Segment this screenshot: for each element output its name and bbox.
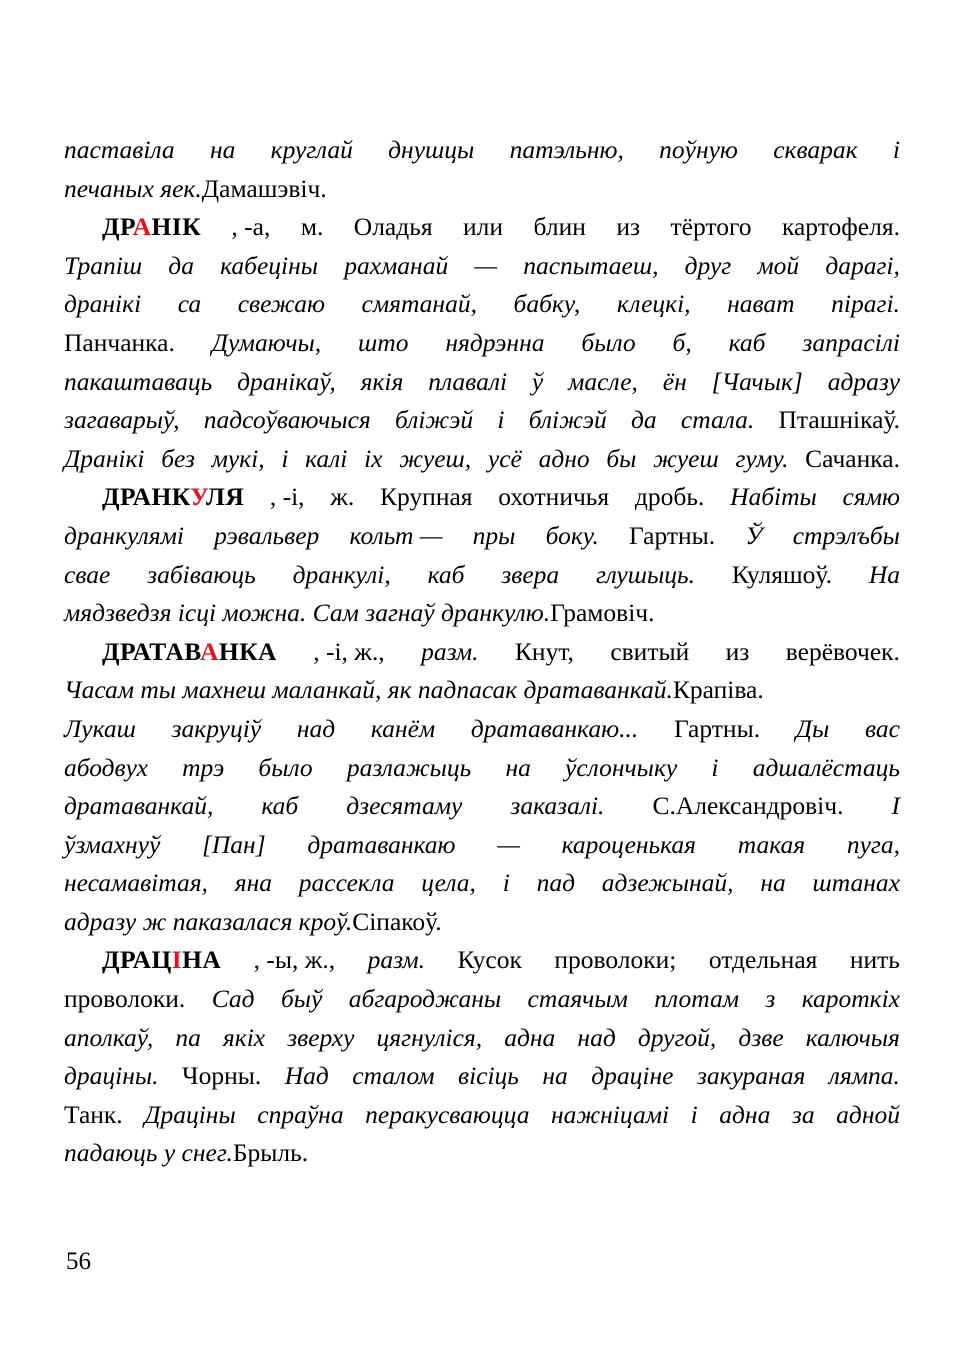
quotation-text: нядрэнна bbox=[445, 327, 545, 357]
stressed-letter: А bbox=[200, 636, 219, 666]
quotation-text: разлажыць bbox=[346, 752, 472, 782]
headword-letter: І bbox=[171, 212, 183, 242]
headword bbox=[102, 208, 201, 247]
quotation-text: абгароджаны bbox=[348, 984, 502, 1014]
text-line bbox=[64, 941, 900, 980]
text-line bbox=[64, 440, 900, 479]
quotation-text: мой bbox=[757, 250, 800, 280]
headword-letter: А bbox=[132, 636, 150, 666]
quotation-text: каб bbox=[728, 327, 766, 357]
quotation-text: дарагі, bbox=[825, 250, 900, 280]
text-line bbox=[64, 633, 900, 672]
headword-letter: К bbox=[171, 482, 191, 512]
quotation-text: спраўна bbox=[257, 1099, 344, 1129]
quotation-text: быў bbox=[280, 984, 323, 1014]
quotation-text: ўзмахнуў bbox=[64, 829, 161, 859]
quotation-text: мядзведзя ісці можна. Сам загнаў дранкулю. bbox=[64, 598, 551, 628]
definition-text: Гартны. bbox=[673, 713, 761, 743]
definition-text: Оладья bbox=[353, 212, 433, 242]
stressed-letter: У bbox=[190, 482, 206, 512]
quotation-text: па bbox=[175, 1022, 201, 1052]
quotation-text: Набіты bbox=[730, 482, 817, 512]
text-line bbox=[64, 826, 900, 865]
definition-text: тёртого bbox=[670, 212, 752, 242]
text-line bbox=[64, 131, 900, 170]
quotation-text: звера bbox=[501, 559, 560, 589]
quotation-text: з bbox=[765, 984, 776, 1014]
quotation-text: Драціны bbox=[144, 1099, 236, 1129]
quotation-text: дзве bbox=[738, 1022, 784, 1052]
quotation-text: несамавітая, bbox=[64, 868, 208, 898]
definition-text: дробь. bbox=[634, 482, 705, 512]
definition-text: охотничья bbox=[498, 482, 610, 512]
quotation-text: драціне bbox=[591, 1061, 674, 1091]
definition-text: , -і, bbox=[269, 482, 305, 512]
quotation-text: ўслончыку bbox=[565, 752, 678, 782]
quotation-text: Ды bbox=[795, 713, 830, 743]
text-line bbox=[64, 980, 900, 1019]
quotation-text: і bbox=[502, 868, 510, 898]
quotation-text: зверху bbox=[287, 1022, 355, 1052]
headword-letter: А bbox=[132, 945, 152, 975]
quotation-text: без bbox=[161, 443, 195, 473]
quotation-text: стрэлъбы bbox=[792, 520, 900, 550]
definition-text: отдельная bbox=[708, 945, 818, 975]
quotation-text: сталом bbox=[352, 1061, 435, 1091]
definition-text: картофеля. bbox=[781, 212, 900, 242]
quotation-text: Трапіш bbox=[64, 250, 143, 280]
headword bbox=[102, 478, 244, 517]
quotation-text: кароценькая bbox=[561, 829, 697, 859]
text-line bbox=[64, 478, 900, 517]
quotation-text: дранікі bbox=[64, 289, 142, 319]
text-line bbox=[64, 671, 900, 710]
definition-text: ж. bbox=[330, 482, 355, 512]
text-line bbox=[64, 1057, 900, 1096]
quotation-text: над bbox=[577, 1022, 616, 1052]
quotation-text: адшалёстаць bbox=[752, 752, 900, 782]
headword-letter: Д bbox=[102, 212, 120, 242]
quotation-text: Над bbox=[284, 1061, 329, 1091]
definition-text: из bbox=[616, 212, 641, 242]
headword-letter: А bbox=[132, 482, 152, 512]
definition-text: Кнут, bbox=[514, 636, 574, 666]
headword-letter: Н bbox=[182, 945, 203, 975]
headword-letter: Н bbox=[218, 636, 240, 666]
quotation-text: канём bbox=[370, 713, 436, 743]
quotation-text: І bbox=[891, 791, 900, 821]
quotation-text: ён bbox=[662, 366, 687, 396]
quotation-text: калі bbox=[305, 443, 348, 473]
quotation-text: поўную bbox=[659, 135, 738, 164]
quotation-text: каб bbox=[261, 791, 299, 821]
quotation-text: круглай bbox=[270, 135, 353, 164]
definition-text: Куляшоў. bbox=[731, 559, 832, 589]
quotation-text: на bbox=[209, 135, 236, 164]
headword-letter: Л bbox=[205, 482, 226, 512]
quotation-text: драціны. bbox=[64, 1061, 159, 1091]
text-line bbox=[64, 1019, 900, 1058]
headword-letter: Н bbox=[151, 482, 172, 512]
headword-letter: А bbox=[165, 636, 185, 666]
definition-text: Танк. bbox=[64, 1099, 123, 1129]
quotation-text: трэ bbox=[182, 752, 225, 782]
definition-text: Сіпакоў. bbox=[352, 906, 442, 936]
definition-text: Сачанка. bbox=[805, 443, 900, 473]
definition-text: Грамовіч. bbox=[550, 598, 655, 628]
quotation-text: якіх bbox=[222, 1022, 266, 1052]
headword-letter: А bbox=[202, 945, 222, 975]
quotation-text: [Чачык] bbox=[711, 366, 803, 396]
quotation-text: і bbox=[892, 135, 900, 164]
headword-letter: А bbox=[258, 636, 277, 666]
quotation-text: Часам ты махнеш маланкай, як падпасак дратаванкай. bbox=[64, 675, 673, 705]
quotation-text: дратаванкаю... bbox=[470, 713, 639, 743]
text-line bbox=[64, 170, 900, 209]
headword-letter: Т bbox=[149, 636, 166, 666]
text-column bbox=[64, 131, 900, 1173]
headword-letter: Р bbox=[119, 945, 133, 975]
quotation-text: цела, bbox=[421, 868, 476, 898]
headword-letter: Р bbox=[119, 212, 133, 242]
quotation-text: разм. bbox=[421, 636, 479, 666]
text-line bbox=[64, 324, 900, 363]
text-line bbox=[64, 556, 900, 595]
quotation-text: плотам bbox=[654, 984, 739, 1014]
quotation-text: жуеш bbox=[653, 443, 719, 473]
quotation-text: на bbox=[542, 1061, 568, 1091]
headword bbox=[102, 633, 277, 672]
definition-text: Пташнікаў. bbox=[778, 405, 900, 435]
quotation-text: рэвальвер bbox=[214, 520, 320, 550]
headword-letter: Д bbox=[102, 945, 120, 975]
quotation-text: патэльню, bbox=[509, 135, 624, 164]
quotation-text: нажніцамі bbox=[551, 1099, 670, 1129]
quotation-text: на bbox=[760, 868, 786, 898]
text-line bbox=[64, 594, 900, 633]
definition-text: Панчанка. bbox=[64, 327, 175, 357]
quotation-text: да bbox=[168, 250, 194, 280]
headword-letter: К bbox=[182, 212, 201, 242]
quotation-text: што bbox=[358, 327, 409, 357]
quotation-text: і bbox=[690, 1099, 698, 1129]
quotation-text: Думаючы, bbox=[211, 327, 322, 357]
quotation-text: абодвух bbox=[64, 752, 148, 782]
definition-text: из bbox=[725, 636, 750, 666]
headword-letter: Н bbox=[151, 212, 172, 242]
quotation-text: дратаванкаю bbox=[307, 829, 456, 859]
quotation-text: рассекла bbox=[298, 868, 395, 898]
quotation-text: Ў bbox=[745, 520, 763, 550]
definition-text: верёвочек. bbox=[785, 636, 900, 666]
quotation-text: днушцы bbox=[388, 135, 475, 164]
quotation-text: печаных яек. bbox=[64, 173, 202, 203]
quotation-text: вас bbox=[865, 713, 900, 743]
headword-letter: В bbox=[184, 636, 201, 666]
quotation-text: [Пан] bbox=[201, 829, 266, 859]
quotation-text: смятанай, bbox=[361, 289, 477, 319]
quotation-text: закураная bbox=[696, 1061, 806, 1091]
quotation-text: — bbox=[474, 250, 498, 280]
quotation-text: разм. bbox=[367, 945, 426, 975]
quotation-text: якія bbox=[360, 366, 404, 396]
headword-letter: К bbox=[239, 636, 258, 666]
quotation-text: дранкулямі bbox=[64, 520, 184, 550]
quotation-text: усё bbox=[487, 443, 522, 473]
quotation-text: аполкаў, bbox=[64, 1022, 154, 1052]
quotation-text: пад bbox=[536, 868, 575, 898]
headword-letter: Я bbox=[225, 482, 245, 512]
quotation-text: кароткіх bbox=[801, 984, 900, 1014]
quotation-text: падаюць у снег. bbox=[64, 1138, 233, 1168]
quotation-text: паставіла bbox=[64, 135, 175, 164]
quotation-text: запрасілі bbox=[802, 327, 900, 357]
headword bbox=[102, 941, 221, 980]
quotation-text: дранікаў, bbox=[237, 366, 336, 396]
headword-letter: Д bbox=[102, 636, 120, 666]
quotation-text: мукі, bbox=[211, 443, 265, 473]
quotation-text: ў bbox=[531, 366, 544, 396]
quotation-text: паспытаеш, bbox=[523, 250, 659, 280]
quotation-text: заказалі. bbox=[510, 791, 605, 821]
quotation-text: са bbox=[177, 289, 202, 319]
quotation-text: загаварыў, bbox=[64, 405, 180, 435]
quotation-text: бліжэй bbox=[395, 405, 474, 435]
quotation-text: вісіць bbox=[458, 1061, 519, 1091]
definition-text: , -ы, ж., bbox=[253, 945, 336, 975]
text-line bbox=[64, 864, 900, 903]
quotation-text: — bbox=[497, 829, 520, 859]
definition-text: проволоки; bbox=[554, 945, 677, 975]
quotation-text: жуеш, bbox=[399, 443, 472, 473]
quotation-text: сямю bbox=[842, 482, 900, 512]
quotation-text: стала. bbox=[680, 405, 755, 435]
quotation-text: закруціў bbox=[171, 713, 262, 743]
quotation-text: свае bbox=[64, 559, 111, 589]
definition-text: Брыль. bbox=[232, 1138, 309, 1168]
quotation-text: падсоўваючыся bbox=[203, 405, 371, 435]
definition-text: Кусок bbox=[457, 945, 522, 975]
quotation-text: кольт — bbox=[349, 520, 443, 550]
quotation-text: пакаштаваць bbox=[64, 366, 213, 396]
text-line bbox=[64, 247, 900, 286]
quotation-text: Сад bbox=[211, 984, 255, 1014]
definition-text: блин bbox=[533, 212, 586, 242]
quotation-text: да bbox=[631, 405, 657, 435]
quotation-text: бабку, bbox=[513, 289, 581, 319]
quotation-text: адной bbox=[836, 1099, 900, 1129]
quotation-text: адразу ж паказалася кроў. bbox=[64, 906, 353, 936]
quotation-text: іх bbox=[364, 443, 383, 473]
quotation-text: пуга, bbox=[846, 829, 900, 859]
definition-text: С.Александровіч. bbox=[652, 791, 844, 821]
headword-letter: Р bbox=[119, 636, 133, 666]
stressed-letter: А bbox=[132, 212, 152, 242]
text-line bbox=[64, 710, 900, 749]
quotation-text: адно bbox=[538, 443, 590, 473]
quotation-text: штанах bbox=[812, 868, 900, 898]
headword-letter: Р bbox=[119, 482, 133, 512]
definition-text: свитый bbox=[610, 636, 690, 666]
definition-text: , -і, ж., bbox=[313, 636, 385, 666]
quotation-text: забіваюць bbox=[147, 559, 256, 589]
quotation-text: стаячым bbox=[527, 984, 628, 1014]
definition-text: м. bbox=[300, 212, 324, 242]
text-line bbox=[64, 401, 900, 440]
definition-text: Дамашэвіч. bbox=[201, 173, 327, 203]
quotation-text: дзесятаму bbox=[346, 791, 463, 821]
quotation-text: гуму. bbox=[735, 443, 789, 473]
quotation-text: і bbox=[497, 405, 505, 435]
quotation-text: адна bbox=[504, 1022, 556, 1052]
quotation-text: масле, bbox=[568, 366, 638, 396]
headword-letter: Ц bbox=[151, 945, 172, 975]
quotation-text: цягнуліся, bbox=[376, 1022, 483, 1052]
quotation-text: адзежынай, bbox=[601, 868, 734, 898]
definition-text: Гартны. bbox=[629, 520, 716, 550]
definition-text: Чорны. bbox=[182, 1061, 262, 1091]
definition-text: Крапіва. bbox=[672, 675, 764, 705]
quotation-text: перакусваюцца bbox=[365, 1099, 530, 1129]
quotation-text: нават bbox=[727, 289, 795, 319]
quotation-text: каб bbox=[427, 559, 465, 589]
quotation-text: боку. bbox=[545, 520, 599, 550]
text-line bbox=[64, 363, 900, 402]
quotation-text: На bbox=[868, 559, 900, 589]
text-line bbox=[64, 749, 900, 788]
quotation-text: над bbox=[296, 713, 336, 743]
text-line bbox=[64, 208, 900, 247]
quotation-text: рахманай bbox=[344, 250, 449, 280]
headword-letter: Д bbox=[102, 482, 120, 512]
quotation-text: кабеціны bbox=[220, 250, 319, 280]
quotation-text: на bbox=[505, 752, 531, 782]
quotation-text: Лукаш bbox=[64, 713, 136, 743]
quotation-text: Дранікі bbox=[64, 443, 145, 473]
quotation-text: за bbox=[791, 1099, 815, 1129]
quotation-text: свежаю bbox=[237, 289, 325, 319]
quotation-text: было bbox=[258, 752, 313, 782]
text-line bbox=[64, 517, 900, 556]
text-line bbox=[64, 1096, 900, 1135]
definition-text: проволоки. bbox=[64, 984, 186, 1014]
definition-text: нить bbox=[849, 945, 900, 975]
quotation-text: пірагі. bbox=[831, 289, 900, 319]
quotation-text: такая bbox=[737, 829, 806, 859]
definition-text: Крупная bbox=[380, 482, 473, 512]
quotation-text: яна bbox=[234, 868, 272, 898]
quotation-text: б, bbox=[672, 327, 692, 357]
text-line bbox=[64, 903, 900, 942]
page-number: 56 bbox=[66, 1248, 91, 1275]
text-line bbox=[64, 285, 900, 324]
quotation-text: друг bbox=[684, 250, 732, 280]
quotation-text: калючыя bbox=[805, 1022, 900, 1052]
text-line bbox=[64, 1134, 900, 1173]
quotation-text: пры bbox=[472, 520, 516, 550]
quotation-text: і bbox=[711, 752, 719, 782]
quotation-text: плавалі bbox=[428, 366, 508, 396]
quotation-text: адразу bbox=[827, 366, 900, 396]
quotation-text: глушыць. bbox=[596, 559, 695, 589]
quotation-text: скварак bbox=[773, 135, 858, 164]
quotation-text: і bbox=[281, 443, 289, 473]
definition-text: , -а, bbox=[231, 212, 271, 242]
quotation-text: другой, bbox=[637, 1022, 717, 1052]
quotation-text: клецкі, bbox=[616, 289, 691, 319]
quotation-text: дранкулі, bbox=[292, 559, 391, 589]
definition-text: или bbox=[463, 212, 504, 242]
stressed-letter: І bbox=[171, 945, 183, 975]
text-line bbox=[64, 787, 900, 826]
quotation-text: было bbox=[581, 327, 636, 357]
quotation-text: лямпа. bbox=[828, 1061, 900, 1091]
quotation-text: бы bbox=[606, 443, 637, 473]
quotation-text: адна bbox=[719, 1099, 771, 1129]
quotation-text: бліжэй bbox=[528, 405, 607, 435]
quotation-text: дратаванкай, bbox=[64, 791, 214, 821]
